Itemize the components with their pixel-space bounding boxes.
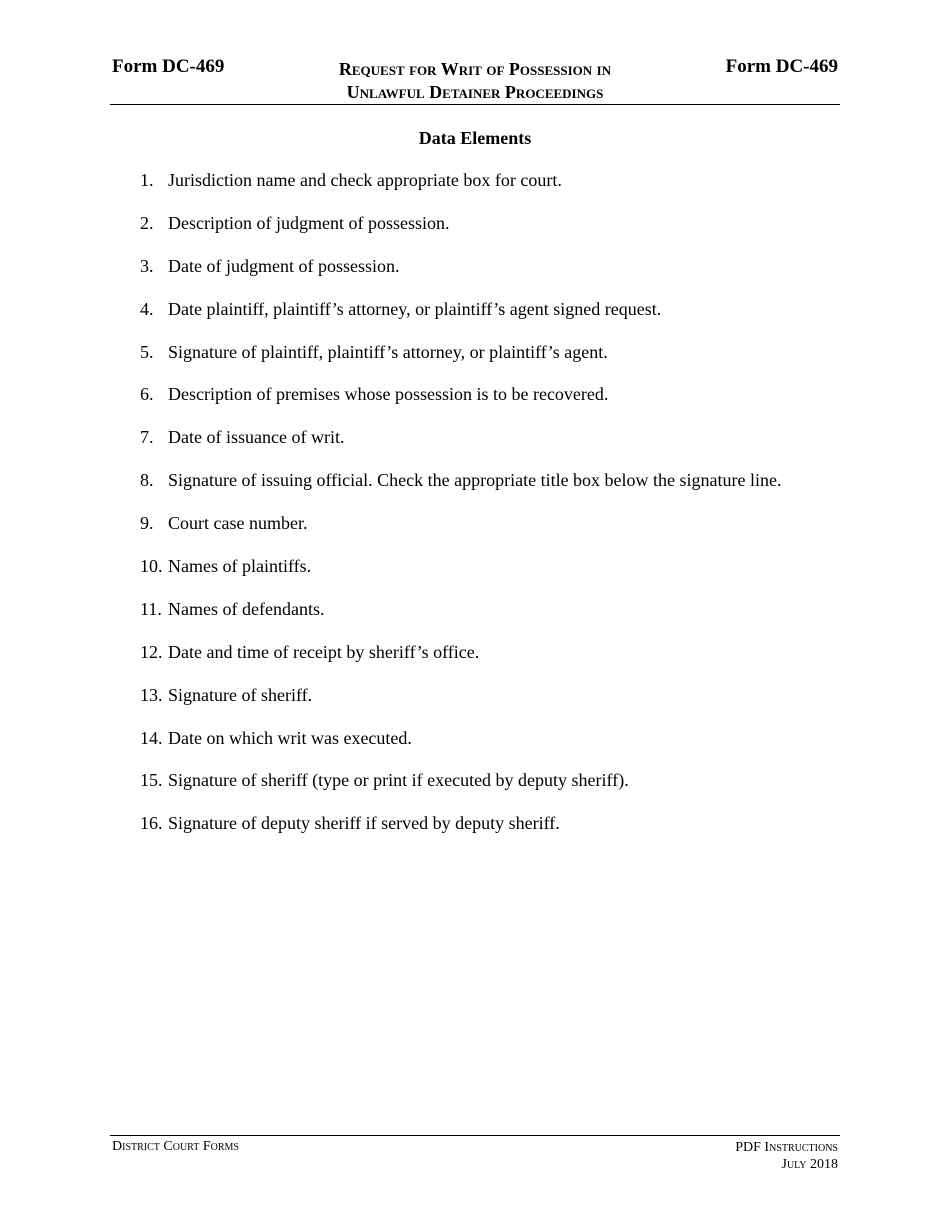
list-item-text: Names of plaintiffs. xyxy=(168,556,312,577)
list-item-text: Date of issuance of writ. xyxy=(168,427,345,448)
list-item xyxy=(140,813,782,856)
list-item-text: Date and time of receipt by sheriff’s office. xyxy=(168,641,480,662)
list-item xyxy=(140,770,782,813)
footer-right-label xyxy=(735,1139,838,1173)
list-item xyxy=(140,513,782,556)
list-item-number: 2. xyxy=(140,212,154,233)
list-item-text: Signature of plaintiff, plaintiff’s attorney, or plaintiff’s agent. xyxy=(168,341,608,362)
page-header xyxy=(110,56,840,105)
list-item-number: 1. xyxy=(140,170,154,190)
list-item-text: Signature of sheriff. xyxy=(168,684,313,705)
data-elements-list xyxy=(140,170,782,856)
list-item xyxy=(140,728,782,771)
list-item-number: 14. xyxy=(140,727,163,748)
list-item xyxy=(140,384,782,427)
list-item xyxy=(140,213,782,256)
list-item xyxy=(140,599,782,642)
list-item-text: Description of judgment of possession. xyxy=(168,212,450,233)
list-item-text: Description of premises whose possession is to be recovered. xyxy=(168,384,609,405)
list-item-number: 4. xyxy=(140,298,154,319)
document-title-line-2: Unlawful Detainer Proceedings xyxy=(346,82,604,102)
list-item-number: 9. xyxy=(140,513,154,534)
list-item xyxy=(140,556,782,599)
footer-right-line-1: PDF Instructions xyxy=(735,1140,838,1155)
list-item-number: 15. xyxy=(140,770,163,791)
list-item-text: Names of defendants. xyxy=(168,598,325,619)
list-item-number: 16. xyxy=(140,813,163,834)
list-item-number: 13. xyxy=(140,684,163,705)
list-item-text: Date of judgment of possession. xyxy=(168,255,400,276)
list-item-text: Date on which writ was executed. xyxy=(168,727,412,748)
list-item xyxy=(140,470,782,513)
document-title-line-1: Request for Writ of Possession in xyxy=(338,59,612,79)
list-item xyxy=(140,642,782,685)
list-item xyxy=(140,342,782,385)
footer-left-label: District Court Forms xyxy=(112,1139,239,1154)
list-item-text: Court case number. xyxy=(168,513,308,534)
list-item-number: 3. xyxy=(140,255,154,276)
list-item-text: Jurisdiction name and check appropriate box for court. xyxy=(168,170,562,190)
list-item-text: Signature of issuing official. Check the appropriate title box below the signature line. xyxy=(168,470,782,491)
list-item xyxy=(140,170,782,213)
document-title xyxy=(270,58,680,104)
footer-right-line-2: July 2018 xyxy=(781,1157,838,1172)
list-item-number: 6. xyxy=(140,384,154,405)
list-item-text: Signature of deputy sheriff if served by deputy sheriff. xyxy=(168,813,560,834)
list-item-number: 8. xyxy=(140,470,154,491)
list-item-text: Signature of sheriff (type or print if executed by deputy sheriff). xyxy=(168,770,629,791)
page-footer xyxy=(110,1135,840,1172)
list-item-number: 12. xyxy=(140,641,163,662)
section-title: Data Elements xyxy=(418,128,532,148)
list-item xyxy=(140,299,782,342)
list-item xyxy=(140,256,782,299)
form-id-right: Form DC-469 xyxy=(725,56,838,77)
list-item-number: 11. xyxy=(140,598,162,619)
list-item xyxy=(140,685,782,728)
list-item-number: 10. xyxy=(140,556,163,577)
list-item-number: 7. xyxy=(140,427,154,448)
form-id-left: Form DC-469 xyxy=(112,56,225,77)
list-item-number: 5. xyxy=(140,341,154,362)
list-item-text: Date plaintiff, plaintiff’s attorney, or plaintiff’s agent signed request. xyxy=(168,298,662,319)
list-item xyxy=(140,427,782,470)
